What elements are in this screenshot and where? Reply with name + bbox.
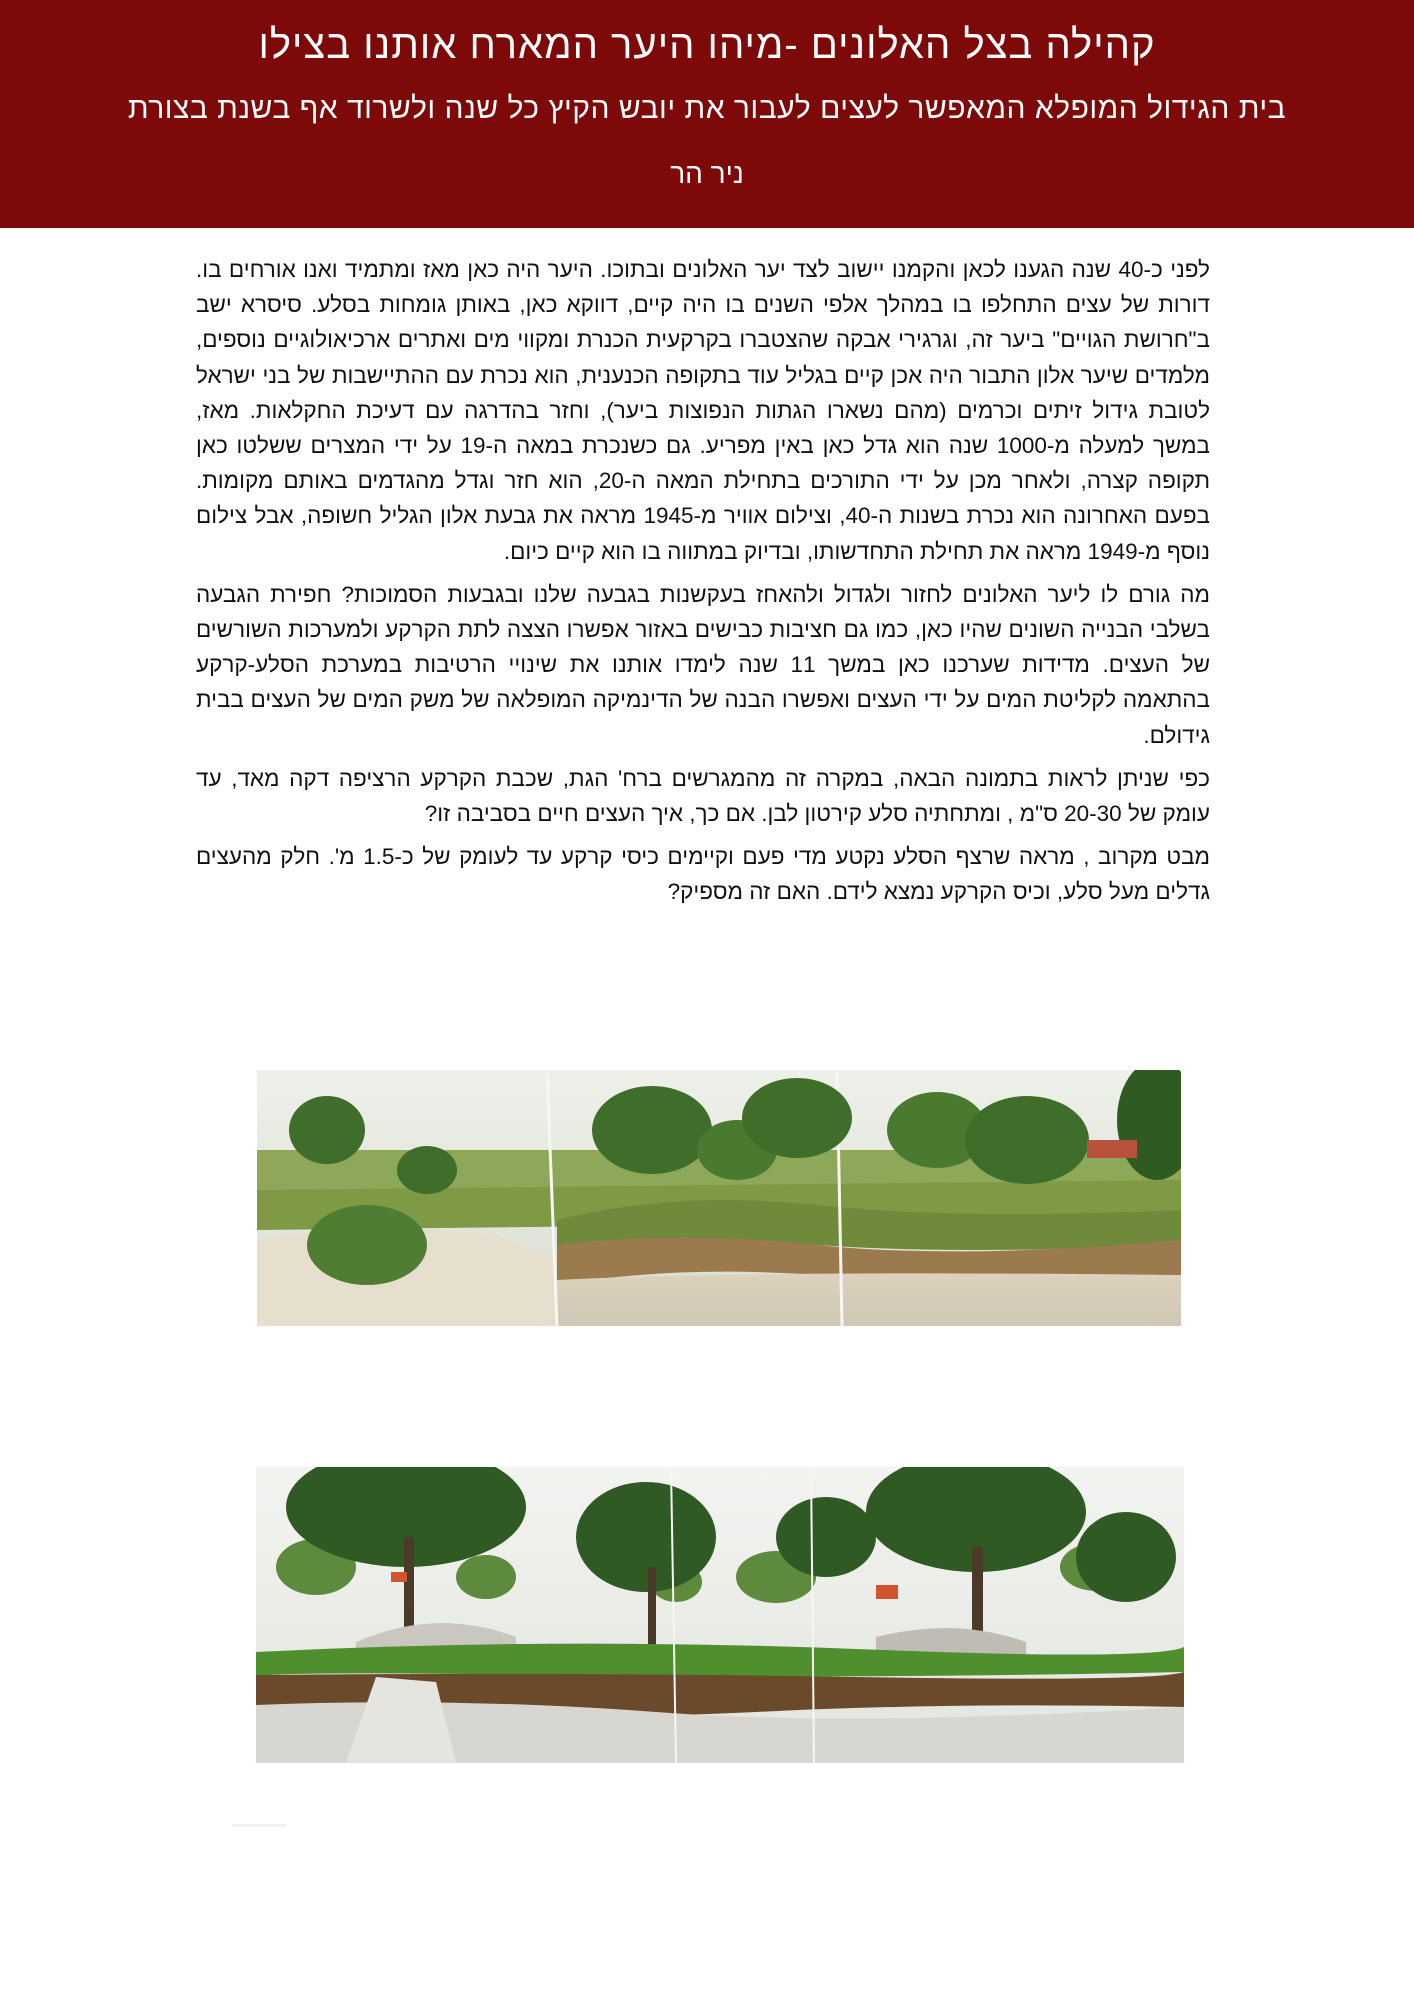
author-name: ניר הר	[670, 158, 744, 189]
paragraph-history: לפני כ-40 שנה הגענו לכאן והקמנו יישוב לצד יער האלונים ובתוכו. היער היה כאן מאז ומתמיד ואנו אורחים בו. דורות של עצים התחלפו בו במהלך אלפי השנים בו היה קיים, דווקא כאן, באותן גומחות בסלע. סיסרא ישב ב"חרושת הגויים" ביער זה, וגרגירי אבקה שהצטברו בקרקעית הכנרת ומקווי מים ואתרים ארכיאולוגיים נוספים, מלמדים שיער אלון התבור היה אכן קיים בגליל עוד בתקופה הכנענית, הוא נכרת עם ההתיישבות של בני ישראל לטובת גידול זיתים וכרמים (מהם נשארו הגתות הנפוצות ביער), וחזר בהדרגה עם דעיכת החקלאות. מאז, במשך למעלה מ-1000 שנה הוא גדל כאן באין מפריע. גם כשנכרת במאה ה-19 על ידי המצרים ששלטו כאן תקופה קצרה, ולאחר מכן על ידי התורכים בתחילת המאה ה-20, הוא חזר וגדל מהגדמים באותם מקומות. בפעם האחרונה הוא נכרת בשנות ה-40, וצילום אוויר מ-1945 מראה את גבעת אלון הגליל חשופה, אבל צילום נוסף מ-1949 מראה את תחילת התחדשותו, ובדיוק במתווה בו הוא קיים כיום.	[196, 257, 1210, 564]
panorama-photo-lot-image	[257, 1070, 1181, 1326]
page-header	[0, 0, 1414, 228]
page-subtitle: בית הגידול המופלא המאפשר לעצים לעבור את יובש הקיץ כל שנה ולשרוד אף בשנת בצורת	[127, 92, 1287, 125]
panorama-photo-lot	[257, 1070, 1181, 1326]
article-body	[196, 252, 1210, 918]
panorama-photo-bank-image	[256, 1467, 1184, 1763]
page-title: קהילה בצל האלונים -מיהו היער המארח אותנו בצילו	[258, 23, 1156, 67]
paragraph-soil-layer: כפי שניתן לראות בתמונה הבאה, במקרה זה מהמגרשים ברח' הגת, שכבת הקרקע הרציפה דקה מאד, עד עומק של 20-30 ס"מ , ומתחתיה סלע קירטון לבן. אם כך, איך העצים חיים בסביבה זו?	[196, 765, 1210, 827]
panorama-photo-bank	[256, 1467, 1184, 1763]
paragraph-roots: מה גורם לו ליער האלונים לחזור ולגדול ולהאחז בעקשנות בגבעה שלנו ובגבעות הסמוכות? חפירת הגבעה בשלבי הבנייה השונים שהיו כאן, כמו גם חציבות כבישים באזור אפשרו הצצה לתת הקרקע ולמערכות השורשים של העצים. מדידות שערכנו כאן במשך 11 שנה לימדו אותנו את שינויי הרטיבות במערכת הסלע-קרקע בהתאמה לקליטת המים על ידי העצים ואפשרו הבנה של הדינמיקה המופלאה של משק המים של העצים בבית גידולם.	[196, 581, 1210, 748]
paragraph-soil-pockets: מבט מקרוב , מראה שרצף הסלע נקטע מדי פעם וקיימים כיסי קרקע עד לעומק של כ-1.5 מ'. חלק מהעצים גדלים מעל סלע, וכיס הקרקע נמצא לידם. האם זה מספיק?	[196, 844, 1210, 905]
scan-artifact	[232, 1824, 286, 1827]
